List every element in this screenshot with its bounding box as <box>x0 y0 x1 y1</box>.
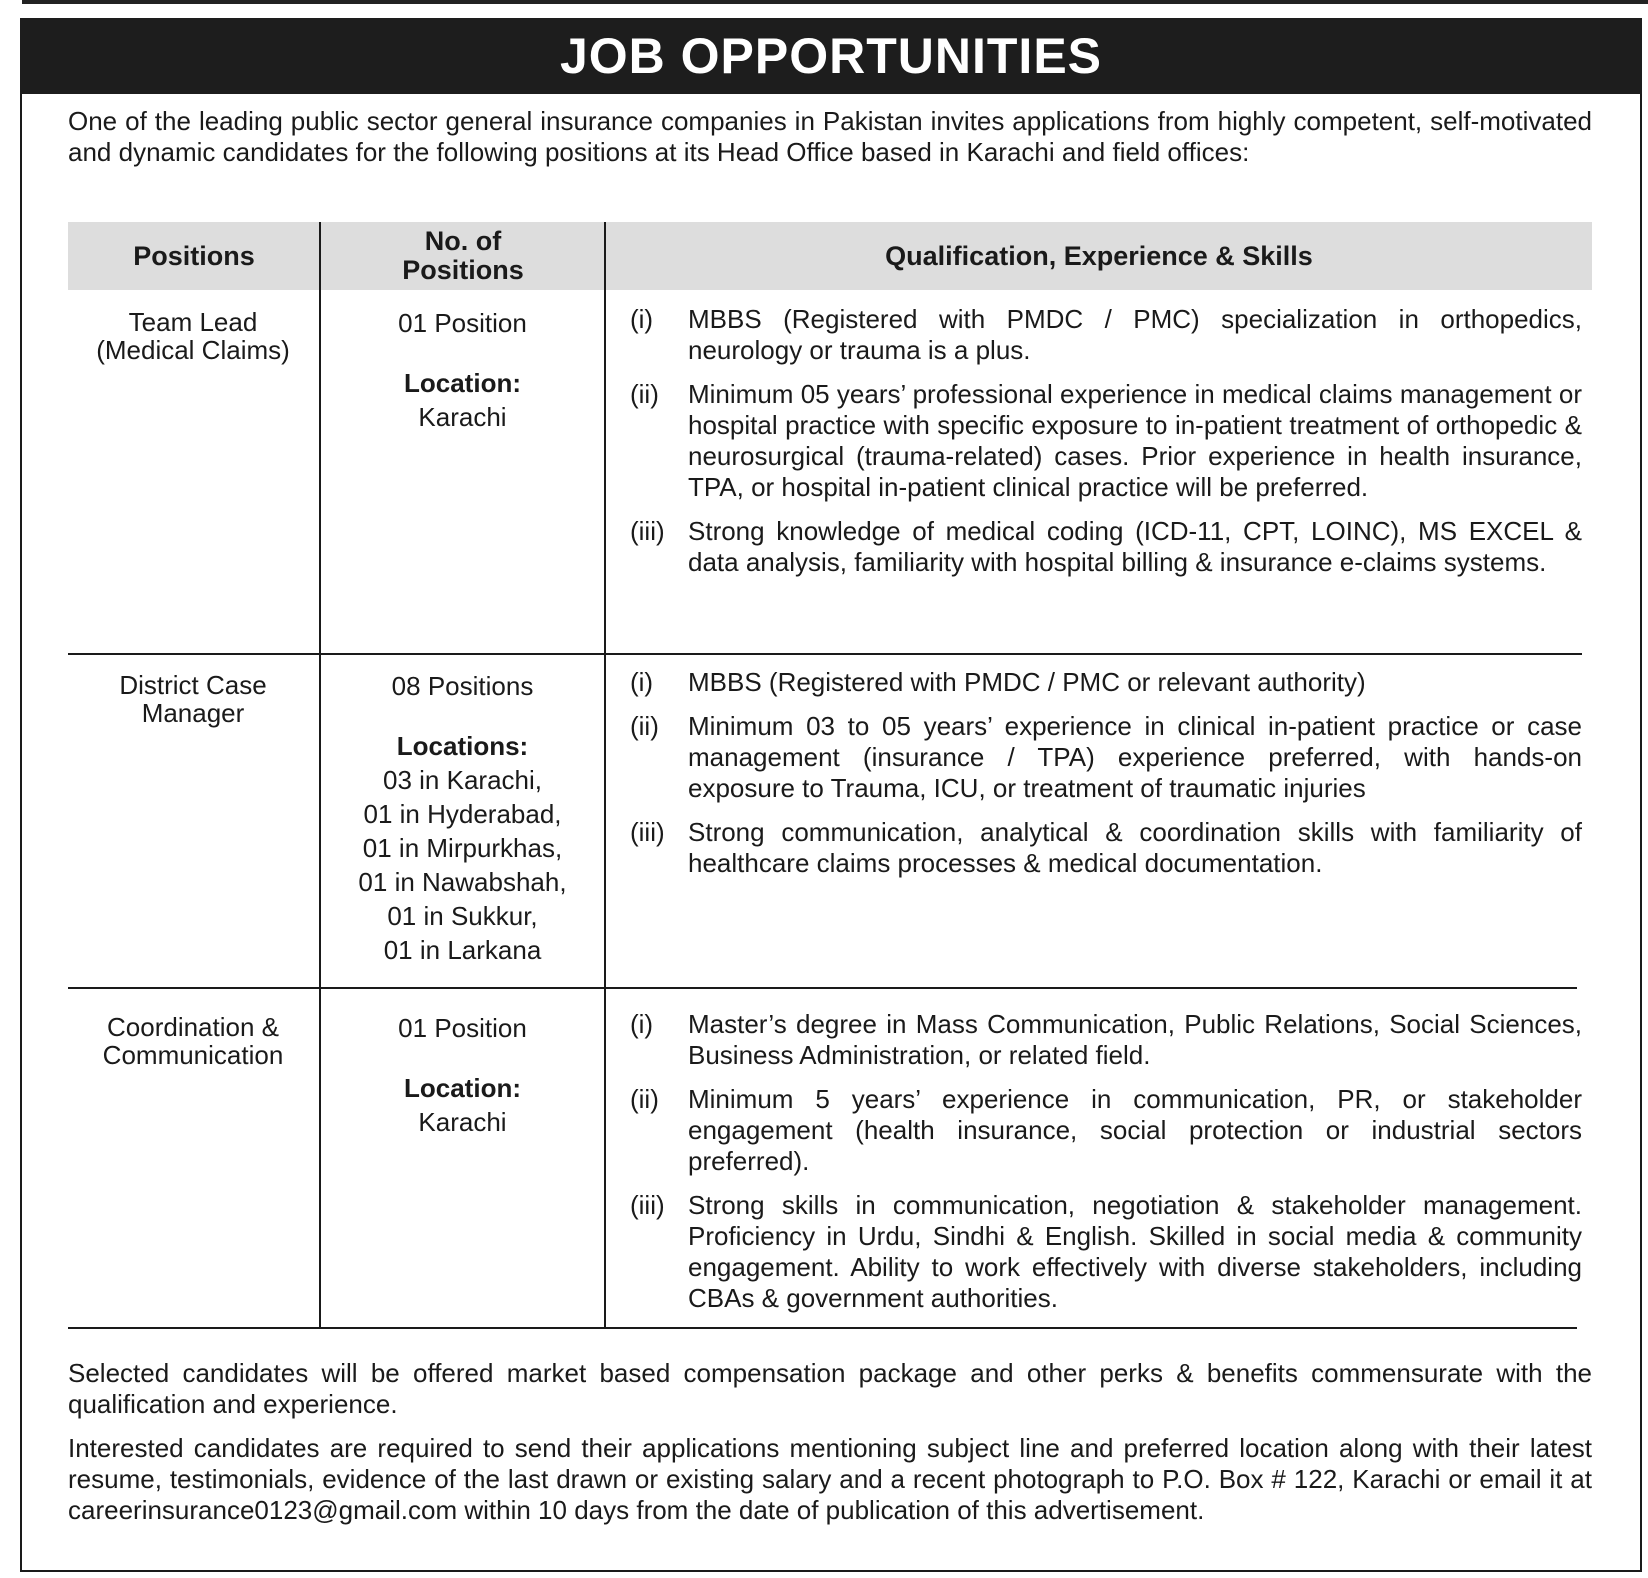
location-value: Karachi <box>418 402 507 432</box>
position-line2: Communication <box>102 1040 284 1070</box>
table-header <box>68 222 1592 290</box>
item-text: MBBS (Registered with PMDC / PMC) specialization in orthopedics, neurology or trauma is a plus. <box>688 304 1582 365</box>
positions-count-coordination-communication <box>321 1011 604 1139</box>
qualification-item <box>630 1084 1582 1177</box>
item-number: (iii) <box>630 516 665 546</box>
position-count: 01 Position <box>398 1013 527 1043</box>
column-divider-2 <box>604 222 606 1328</box>
item-text: Master’s degree in Mass Communication, Public Relations, Social Sciences, Business Administration, or related field. <box>688 1009 1582 1070</box>
position-title-team-lead <box>68 308 318 364</box>
header-positions: Positions <box>133 240 255 271</box>
positions-count-team-lead <box>321 306 604 434</box>
item-number: (i) <box>630 304 654 334</box>
item-number: (iii) <box>630 1190 665 1220</box>
position-count: 08 Positions <box>391 671 534 701</box>
qualification-item <box>630 379 1582 503</box>
item-number: (iii) <box>630 817 665 847</box>
qualifications-district-case-manager <box>630 667 1582 892</box>
header-no-of-positions-line2: Positions <box>402 255 524 285</box>
location-value: 01 in Mirpurkhas, <box>362 833 563 863</box>
top-rule <box>22 0 1648 4</box>
location-value: 01 in Larkana <box>383 935 542 965</box>
position-title-district-case-manager <box>68 671 318 727</box>
position-line1: Team Lead <box>128 307 258 337</box>
location-value: 01 in Hyderabad, <box>363 799 562 829</box>
item-text: Strong knowledge of medical coding (ICD-11, CPT, LOINC), MS EXCEL & data analysis, familiarity with hospital billing & insurance e-claims systems. <box>688 516 1582 577</box>
application-instructions: Interested candidates are required to send their applications mentioning subject line and preferred location along with their latest resume, testimonials, evidence of the last drawn or existing salary and a recent photograph to P.O. Box # 122, Karachi or email it at careerinsurance0123@gmail.com within 10 days from the date of publication of this advertisement. <box>68 1433 1592 1525</box>
qualification-item <box>630 667 1582 698</box>
qualifications-coordination-communication <box>630 1009 1582 1327</box>
item-number: (ii) <box>630 1084 659 1114</box>
item-text: Strong communication, analytical & coordination skills with familiarity of healthcare claims processes & medical documentation. <box>688 817 1582 878</box>
location-value: 03 in Karachi, <box>383 765 542 795</box>
header-no-of-positions-line1: No. of <box>424 226 502 256</box>
row-divider-1 <box>68 653 1582 655</box>
position-line2: (Medical Claims) <box>96 335 290 365</box>
location-value: Karachi <box>418 1107 507 1137</box>
qualifications-team-lead <box>630 304 1582 591</box>
location-label: Location: <box>404 1073 521 1103</box>
position-title-coordination-communication <box>68 1013 318 1069</box>
item-text: Minimum 05 years’ professional experience in medical claims management or hospital practice with specific exposure to in-patient treatment of orthopedic & neurosurgical (trauma-related) cases. Prior experience in health insurance, TPA, or hospital in-patient clinical practice will be preferred. <box>688 379 1582 502</box>
compensation-paragraph: Selected candidates will be offered market based compensation package and other perks & benefits commensurate with the qualification and experience. <box>68 1358 1592 1419</box>
qualification-item <box>630 1190 1582 1314</box>
item-number: (ii) <box>630 711 659 741</box>
position-count: 01 Position <box>398 308 527 338</box>
location-label: Location: <box>404 368 521 398</box>
item-number: (i) <box>630 667 654 697</box>
qualification-item <box>630 711 1582 804</box>
location-value: 01 in Nawabshah, <box>358 867 567 897</box>
row-divider-2 <box>68 987 1577 989</box>
location-label: Locations: <box>396 731 529 761</box>
item-text: Minimum 03 to 05 years’ experience in clinical in-patient practice or case management (insurance / TPA) experience preferred, with hands-on exposure to Trauma, ICU, or treatment of traumatic injuries <box>688 711 1582 803</box>
position-line1: Coordination & <box>107 1012 279 1042</box>
position-line1: District Case <box>119 670 267 700</box>
item-number: (ii) <box>630 379 659 409</box>
item-text: MBBS (Registered with PMDC / PMC or relevant authority) <box>688 667 1366 697</box>
item-text: Strong skills in communication, negotiation & stakeholder management. Proficiency in Urdu, Sindhi & English. Skilled in social media & community engagement. Ability to work effectively with diverse stakeholders, including CBAs & government authorities. <box>688 1190 1582 1313</box>
location-value: 01 in Sukkur, <box>387 901 538 931</box>
item-number: (i) <box>630 1009 654 1039</box>
item-text: Minimum 5 years’ experience in communication, PR, or stakeholder engagement (health insurance, social protection or industrial sectors preferred). <box>688 1084 1582 1176</box>
qualification-item <box>630 304 1582 366</box>
page-title: JOB OPPORTUNITIES <box>20 18 1642 94</box>
header-no-of-positions <box>320 222 606 290</box>
intro-paragraph: One of the leading public sector general insurance companies in Pakistan invites applications from highly competent, self-motivated and dynamic candidates for the following positions at its Head Office based in Karachi and field offices: <box>68 106 1592 167</box>
positions-count-district-case-manager <box>321 669 604 967</box>
qualification-item <box>630 1009 1582 1071</box>
header-qualifications: Qualification, Experience & Skills <box>885 240 1313 271</box>
qualification-item <box>630 516 1582 578</box>
qualification-item <box>630 817 1582 879</box>
position-line2: Manager <box>141 698 245 728</box>
row-divider-3 <box>68 1327 1577 1329</box>
